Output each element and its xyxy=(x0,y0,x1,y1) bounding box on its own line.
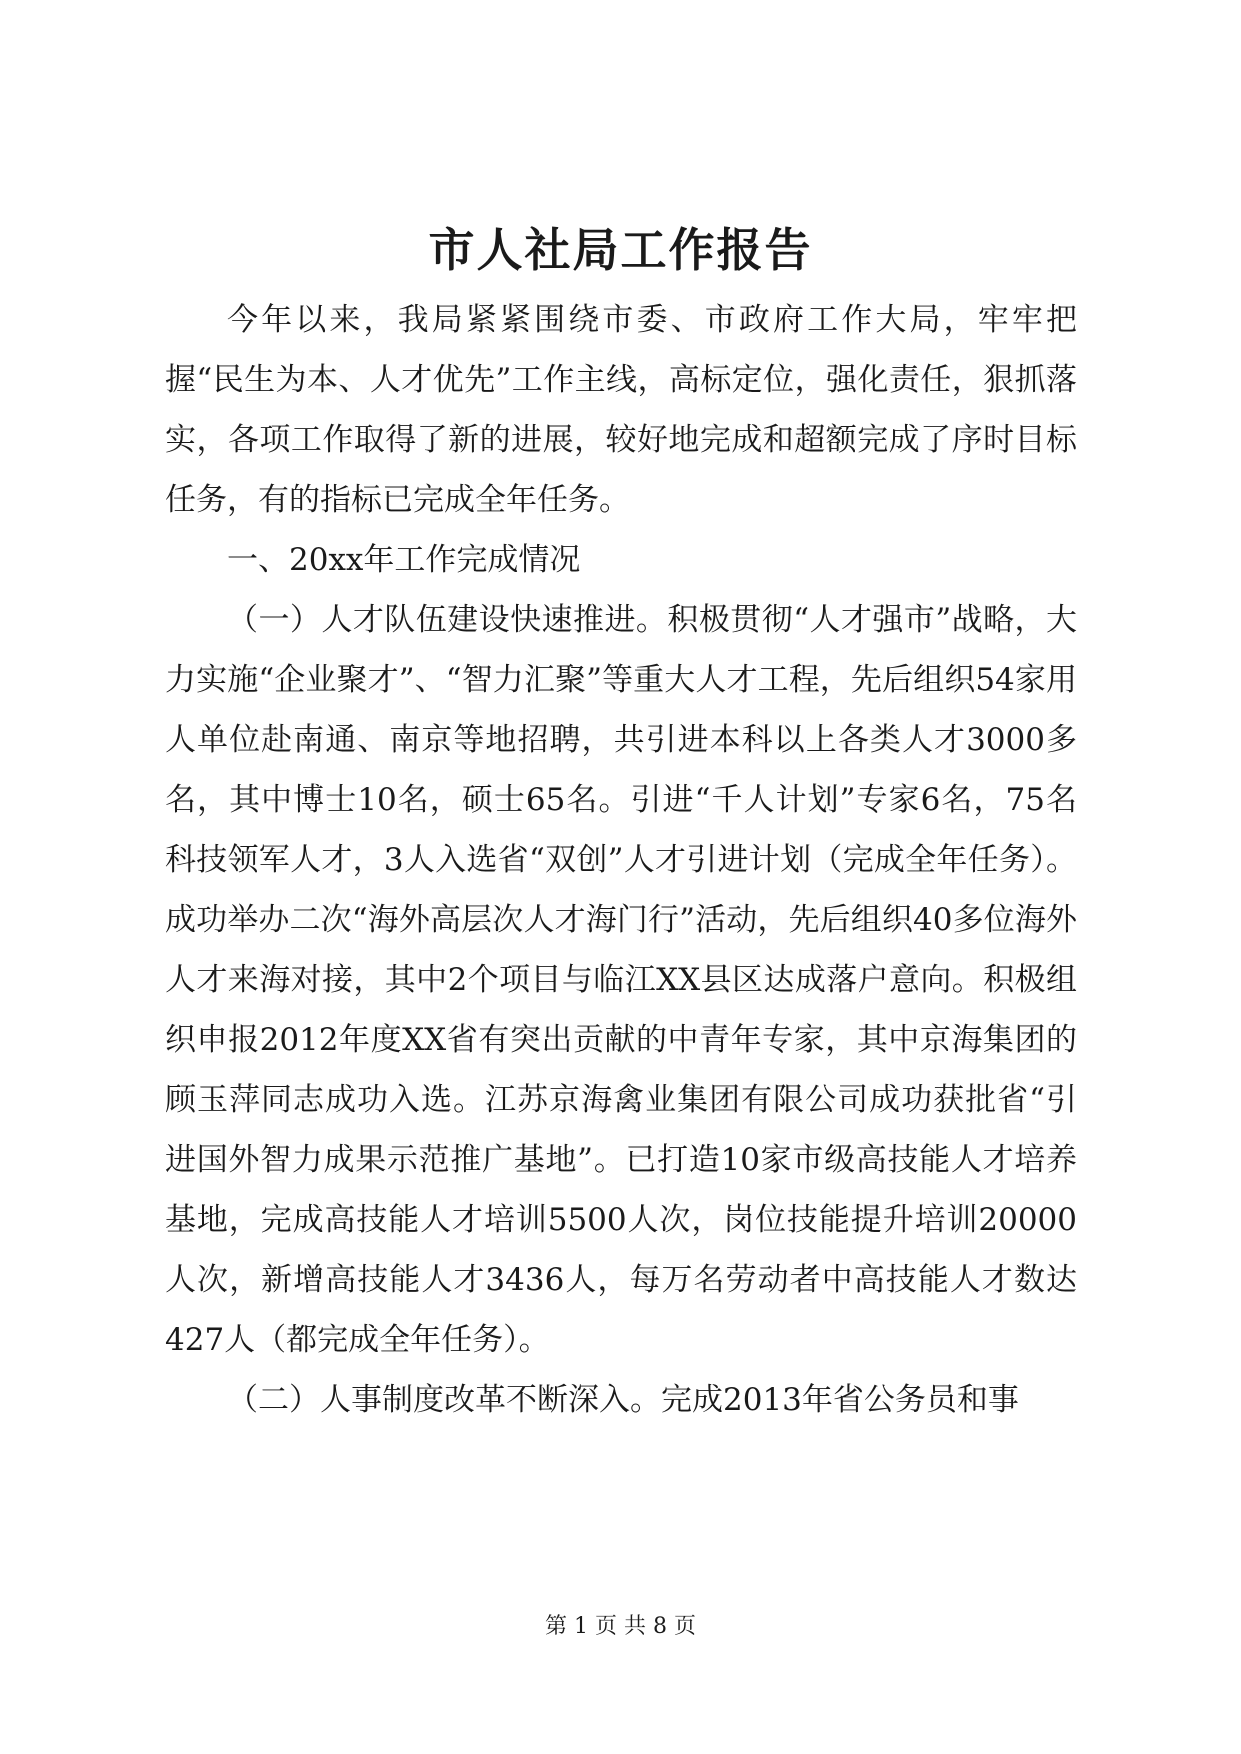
intro-paragraph: 今年以来，我局紧紧围绕市委、市政府工作大局，牢牢把握“民生为本、人才优先”工作主线，高标定位，强化责任，狠抓落实，各项工作取得了新的进展，较好地完成和超额完成了序时目标任务，有的指标已完成全年任务。 xyxy=(165,302,1077,518)
section-heading: 一、20xx年工作完成情况 xyxy=(227,542,581,578)
page-number: 第 1 页 共 8 页 xyxy=(545,1614,696,1639)
talent-paragraph: （一）人才队伍建设快速推进。积极贯彻“人才强市”战略，大力实施“企业聚才”、“智力汇聚”等重大人才工程，先后组织54家用人单位赴南通、南京等地招聘，共引进本科以上各类人才3000多名，其中博士10名，硕士65名。引进“千人计划”专家6名，75名科技领军人才，3人入选省“双创”人才引进计划（完成全年任务）。成功举办二次“海外高层次人才海门行”活动，先后组织40多位海外人才来海对接，其中2个项目与临江XX县区达成落户意向。积极组织申报2012年度XX省有突出贡献的中青年专家，其中京海集团的顾玉萍同志成功入选。江苏京海禽业集团有限公司成功获批省“引进国外智力成果示范推广基地”。已打造10家市级高技能人才培养基地，完成高技能人才培训5500人次，岗位技能提升培训20000人次，新增高技能人才3436人，每万名劳动者中高技能人才数达427人（都完成全年任务）。 xyxy=(165,602,1077,1358)
document-body xyxy=(165,290,1077,1430)
document-title: 市人社局工作报告 xyxy=(428,223,813,277)
personnel-reform-paragraph: （二）人事制度改革不断深入。完成2013年省公务员和事 xyxy=(227,1382,1019,1418)
